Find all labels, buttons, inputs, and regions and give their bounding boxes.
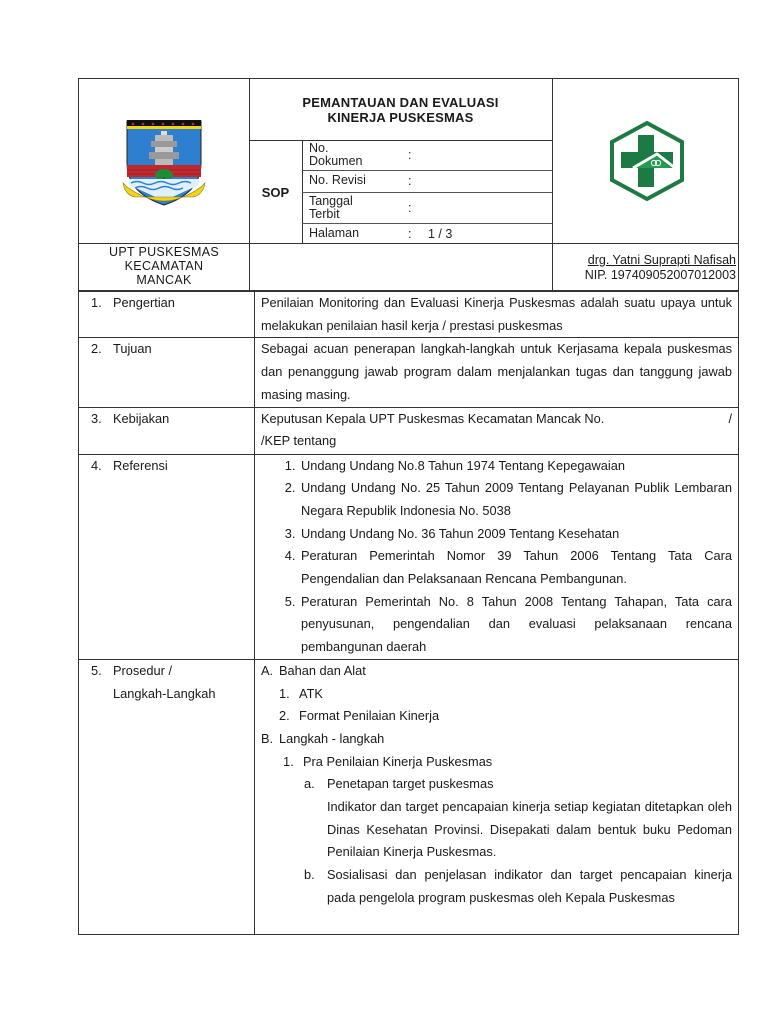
document-title [249, 79, 552, 141]
section-content [255, 454, 739, 659]
section-row-prosedur [79, 659, 739, 934]
reference-item: 4. Peraturan Pemerintah Nomor 39 Tahun 2006 Tentang Tata Cara Pengendalian dan Pelaksanaan Rencana Pembangunan. [299, 545, 732, 590]
list-prefix: 1. [283, 753, 294, 769]
kebijakan-text: Keputusan Kepala UPT Puskesmas Kecamatan Mancak No. [261, 410, 605, 426]
section-number: 5. [91, 662, 102, 678]
procedure-step-title: Pra Penilaian Kinerja Puskesmas [303, 753, 493, 769]
section-number: 2. [91, 341, 102, 357]
list-prefix: a. [304, 776, 315, 792]
kebijakan-text-2: /KEP tentang [261, 433, 337, 449]
section-title: Prosedur / [113, 662, 173, 678]
procedure-item-text: ATK [299, 685, 323, 701]
procedure-substep [261, 864, 732, 909]
section-row-pengertian [79, 292, 739, 338]
procedure-substep-title: Penetapan target puskesmas [327, 776, 494, 792]
meta-key: Tanggal Terbit [309, 194, 353, 221]
procedure-substep-text: Sosialisasi dan penjelasan indikator dan target pencapaian kinerja pada pengelola program puskesmas oleh Kepala Puskesmas [327, 867, 732, 905]
meta-value: 1 / 3 [428, 227, 453, 241]
reference-item: 5. Peraturan Pemerintah No. 8 Tahun 2008 Tentang Tahapan, Tata cara penyusunan, pengendalian dan evaluasi pelaksanaan rencana pembangunan daerah [299, 591, 732, 659]
list-prefix: 1. [279, 685, 290, 701]
meta-key: Halaman [309, 226, 360, 240]
section-content: Penilaian Monitoring dan Evaluasi Kinerja Puskesmas adalah suatu upaya untuk melakukan penilaian hasil kerja / prestasi puskesmas [255, 292, 739, 338]
section-row-referensi [79, 454, 739, 659]
meta-colon: : [408, 227, 412, 241]
section-title: Kebijakan [113, 410, 170, 426]
reference-item: 2. Undang Undang No. 25 Tahun 2009 Tentang Pelayanan Publik Lembaran Negara Republik Indonesia No. 5038 [299, 477, 732, 522]
org-line-1: UPT PUSKESMAS [109, 245, 219, 259]
section-label [79, 454, 255, 659]
signatory-nip: NIP. 197409052007012003 [584, 268, 736, 282]
organization-name [79, 244, 250, 292]
section-number: 3. [91, 410, 102, 426]
section-title: Tujuan [113, 341, 152, 357]
meta-colon: : [408, 148, 412, 162]
title-line-1: PEMANTAUAN DAN EVALUASI [302, 95, 499, 110]
section-content [255, 659, 739, 934]
section-content [255, 407, 739, 454]
meta-row-halaman [302, 224, 552, 243]
sop-document [78, 78, 739, 935]
sop-block [249, 141, 552, 243]
list-prefix: b. [304, 867, 315, 883]
org-line-3: MANCAK [136, 273, 192, 287]
procedure-item [261, 705, 732, 728]
meta-row-no-revisi [302, 171, 552, 193]
section-content: Sebagai acuan penerapan langkah-langkah untuk Kerjasama kepala puskesmas dan penanggung jawab program dalam menjalankan tugas dan tanggung jawab masing masing. [255, 338, 739, 407]
section-label [79, 292, 255, 338]
section-label [79, 338, 255, 407]
procedure-substep [261, 773, 732, 796]
meta-row-no-dokumen [302, 141, 552, 171]
section-number: 4. [91, 457, 102, 473]
signatory-name: drg. Yatni Suprapti Nafisah [587, 253, 736, 267]
sop-label: SOP [249, 141, 303, 243]
procedure-part-b [261, 728, 732, 751]
section-number: 1. [91, 295, 102, 310]
procedure-step [261, 751, 732, 774]
kebijakan-slash: / [728, 410, 732, 426]
banten-emblem-icon [121, 115, 207, 207]
section-title: Pengertian [113, 295, 175, 310]
section-title: Referensi [113, 457, 168, 473]
section-label [79, 407, 255, 454]
reference-list [261, 455, 732, 659]
meta-key: No. Revisi [309, 173, 366, 187]
left-logo-cell [79, 79, 250, 243]
list-prefix: A. [261, 662, 274, 678]
meta-key: No. Dokumen [309, 141, 363, 168]
meta-colon: : [408, 201, 412, 215]
header-bottom-row [79, 243, 738, 291]
procedure-heading: Langkah - langkah [279, 730, 385, 746]
right-logo-cell [552, 79, 740, 243]
title-line-2: KINERJA PUSKESMAS [327, 110, 474, 125]
section-label [79, 659, 255, 934]
puskesmas-logo-icon [605, 119, 689, 203]
procedure-item [261, 683, 732, 706]
sop-content-table [78, 291, 739, 935]
reference-item: 3. Undang Undang No. 36 Tahun 2009 Tentang Kesehatan [299, 523, 732, 546]
org-line-2: KECAMATAN [124, 259, 204, 273]
procedure-part-a [261, 660, 732, 683]
meta-row-tanggal-terbit [302, 193, 552, 224]
procedure-heading: Bahan dan Alat [279, 662, 366, 678]
section-row-tujuan [79, 338, 739, 407]
document-header [78, 78, 739, 291]
section-title-2: Langkah-Langkah [113, 685, 216, 701]
meta-colon: : [408, 174, 412, 188]
list-prefix: 2. [279, 708, 290, 724]
header-center [249, 79, 552, 243]
signatory [552, 244, 739, 291]
document-meta [302, 141, 552, 243]
list-prefix: B. [261, 730, 274, 746]
procedure-substep-desc: Indikator dan target pencapaian kinerja setiap kegiatan ditetapkan oleh Dinas Kesehatan Provinsi. Disepakati dalam bentuk buku Pedoman Penilaian Kinerja Puskesmas. [327, 799, 732, 860]
procedure-item-text: Format Penilaian Kinerja [299, 708, 440, 724]
section-row-kebijakan [79, 407, 739, 454]
reference-item: 1. Undang Undang No.8 Tahun 1974 Tentang Kepegawaian [299, 455, 732, 478]
